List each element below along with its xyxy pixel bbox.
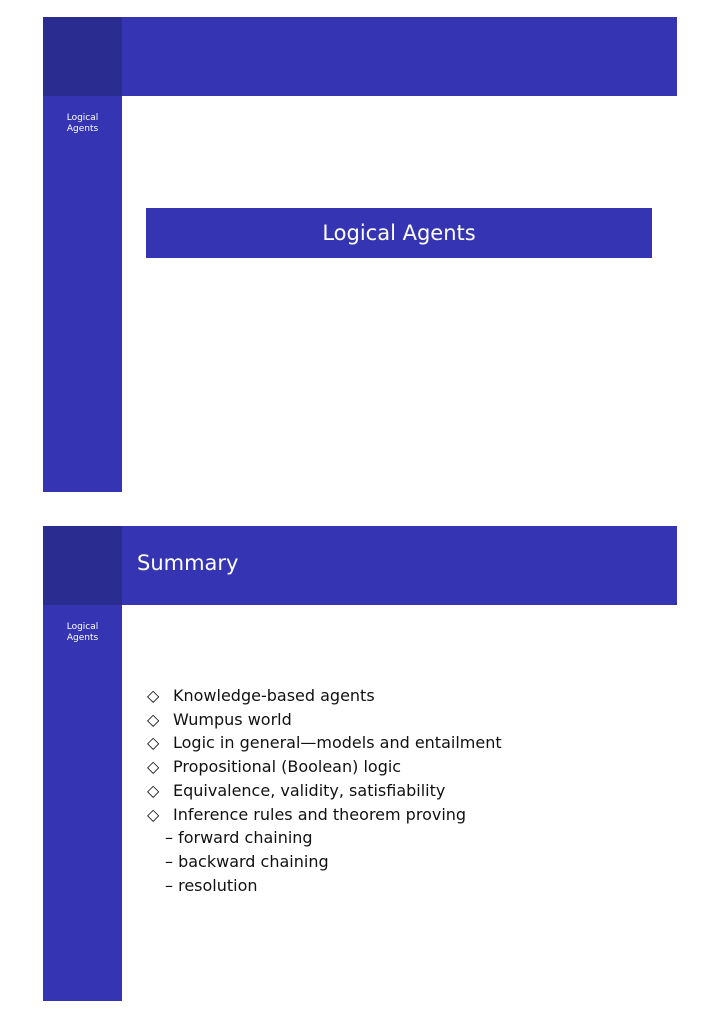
sub-list-item: – resolution bbox=[165, 875, 258, 895]
white-diamond-icon: ◇ bbox=[147, 780, 160, 800]
list-item: ◇ Propositional (Boolean) logic bbox=[147, 755, 502, 779]
slide-summary bbox=[43, 526, 677, 1001]
summary-list bbox=[147, 684, 502, 897]
sub-list-item: – forward chaining bbox=[165, 828, 313, 848]
sub-list-item: – backward chaining bbox=[165, 851, 329, 871]
header-corner-block bbox=[43, 526, 122, 605]
sidebar-label-line: Logical bbox=[66, 113, 99, 123]
sidebar-label-line: Agents bbox=[66, 124, 99, 134]
list-item: ◇ Inference rules and theorem proving bbox=[147, 803, 502, 827]
white-diamond-icon: ◇ bbox=[147, 709, 160, 729]
sidebar bbox=[43, 96, 122, 492]
sidebar bbox=[43, 605, 122, 1001]
white-diamond-icon: ◇ bbox=[147, 733, 160, 753]
white-diamond-icon: ◇ bbox=[147, 757, 160, 777]
sidebar-label-line: Logical bbox=[66, 622, 99, 632]
frame-title: Summary bbox=[137, 551, 239, 575]
title-box bbox=[146, 208, 652, 258]
header-bar bbox=[122, 17, 677, 96]
list-item: ◇ Knowledge-based agents bbox=[147, 684, 502, 708]
list-item: ◇ Equivalence, validity, satisfiability bbox=[147, 779, 502, 803]
sidebar-section-label[interactable] bbox=[43, 113, 122, 135]
white-diamond-icon: ◇ bbox=[147, 686, 160, 705]
list-item: ◇ Wumpus world bbox=[147, 708, 502, 732]
slide-title bbox=[43, 17, 677, 492]
sidebar-section-label[interactable] bbox=[43, 622, 122, 644]
list-item: ◇ Logic in general—models and entailment bbox=[147, 731, 502, 755]
presentation-title: Logical Agents bbox=[322, 221, 476, 245]
header-corner-block bbox=[43, 17, 122, 96]
white-diamond-icon: ◇ bbox=[147, 804, 160, 824]
sidebar-label-line: Agents bbox=[66, 633, 99, 643]
